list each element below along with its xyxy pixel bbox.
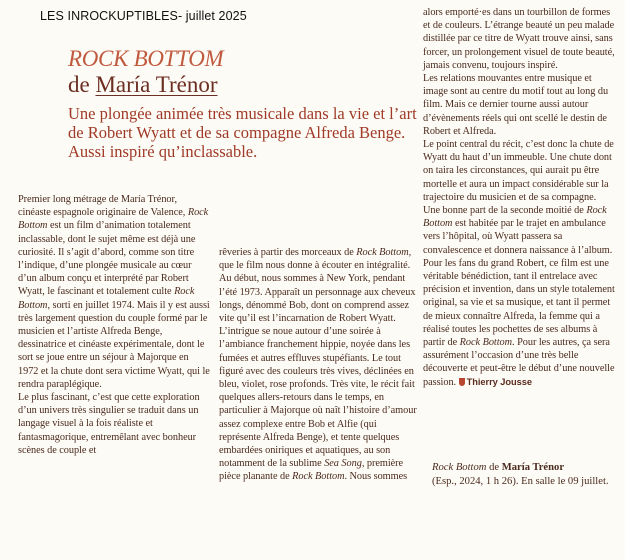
paragraph: alors emporté·es dans un tourbillon de formes et de couleurs. L’étrange beauté un peu malade distillée par ce titre de Wyatt trouve ainsi, sans forcer, un prolongement visuel de toute beauté, jamais convenu, toujours inspiré.: [423, 7, 615, 71]
byline-prefix: de: [68, 72, 90, 97]
paragraph: Premier long métrage de María Trénor, cinéaste espagnole originaire de Valence, Rock Bottom est un film d’animation totalement inclassable, dont le sujet même est déjà une curiosité. Il s’agit d’abord, comme son titre l’indique, d’une plongée musicale au cœur d’un album conçu et interprété par Robert Wyatt, le fascinant et totalement culte Rock Bottom, sorti en juillet 1974. Mais il y est aussi très largement question du couple formé par le musicien et l’artiste Alfreda Benge, dessinatrice et cinéaste expérimentale, dont le sort se joue entre un séjour à Majorque en 1972 et la chute dont sera victime Wyatt, qui le rendra paraplégique.: [18, 194, 210, 390]
title-block: [68, 46, 418, 161]
article-column-3: [423, 6, 619, 389]
byline: [68, 71, 418, 98]
paragraph: Une bonne part de la seconde moitié de Rock Bottom est habitée par le trajet en ambulance vers l’hôpital, où Wyatt passera sa convalescence et donnera naissance à l’album. Pour les fans du grand Robert, ce film est une véritable bénédiction, tant il entrelace avec précision et invention, dans un style totalement original, sa vie et sa musique, et tant il permet de mieux connaître Alfreda, la femme qui a réalisé toutes les pochettes de ses albums à partir de Rock Bottom. Pour les autres, ça sera assurément l’occasion d’une très belle découverte et peut-être le début d’une nouvelle passion. Thierry Jousse: [423, 205, 615, 388]
author-signature: Thierry Jousse: [466, 376, 533, 387]
credits-details: (Esp., 2024, 1 h 26). En salle le 09 juillet.: [432, 475, 609, 487]
byline-director: María Trénor: [95, 72, 218, 97]
credits-director: María Trénor: [501, 462, 565, 473]
paragraph: Au début, nous sommes à New York, pendant l’été 1973. Apparaît un personnage aux cheveux longs, dénommé Bob, dont on comprend assez vite qu’il est l’incarnation de Robert Wyatt. L’intrigue se noue autour d’une soirée à l’ambiance franchement hippie, noyée dans les fumées et autres effluves stupéfiants. Le tout figuré avec des couleurs très vives, déclinées en bleu, violet, rose profonds. Très vite, le récit fait quelques allers-retours dans le temps, en particulier à Majorque où naît l’histoire d’amour assez complexe entre Bob et Alfie (qui représente Alfreda Benge), et tente quelques embardées oniriques et aquatiques, au son notamment de la sublime Sea Song, première pièce planante de Rock Bottom. Nous sommes: [219, 273, 417, 483]
paragraph: Le plus fascinant, c’est que cette exploration d’un univers très singulier se traduit dans un langage visuel à la fois réaliste et fantasmagorique, entremêlant avec bonheur scènes de couple et: [18, 392, 200, 456]
film-credits: Rock Bottom de María Trénor (Esp., 2024, 1 h 26). En salle le 09 juillet.: [432, 462, 609, 487]
paragraph: Les relations mouvantes entre musique et image sont au centre du motif tout au long du film. Mais ce dernier tourne aussi autour d’évènements réels qui ont scellé le destin de Robert et Alfreda.: [423, 73, 609, 137]
credits-film-title: Rock Bottom: [432, 462, 487, 473]
article-column-2: [219, 246, 417, 484]
article-column-1: [18, 193, 210, 457]
paragraph: rêveries à partir des morceaux de Rock Bottom, que le film nous donne à écouter en intégralité.: [219, 247, 412, 272]
signature-mark-icon: [459, 378, 465, 386]
film-title: ROCK BOTTOM: [68, 46, 224, 71]
masthead: LES INROCKUPTIBLES- juillet 2025: [40, 9, 247, 23]
paragraph: Le point central du récit, c’est donc la chute de Wyatt du haut d’un immeuble. Une chute dont on taira les circonstances, qui aurait pu être mortelle et aura un impact considérable sur la trajectoire du musicien et de sa compagne.: [423, 139, 614, 203]
subtitle: Une plongée animée très musicale dans la vie et l’art de Robert Wyatt et de sa compagne Alfreda Benge. Aussi inspiré qu’inclassable.: [68, 104, 417, 161]
